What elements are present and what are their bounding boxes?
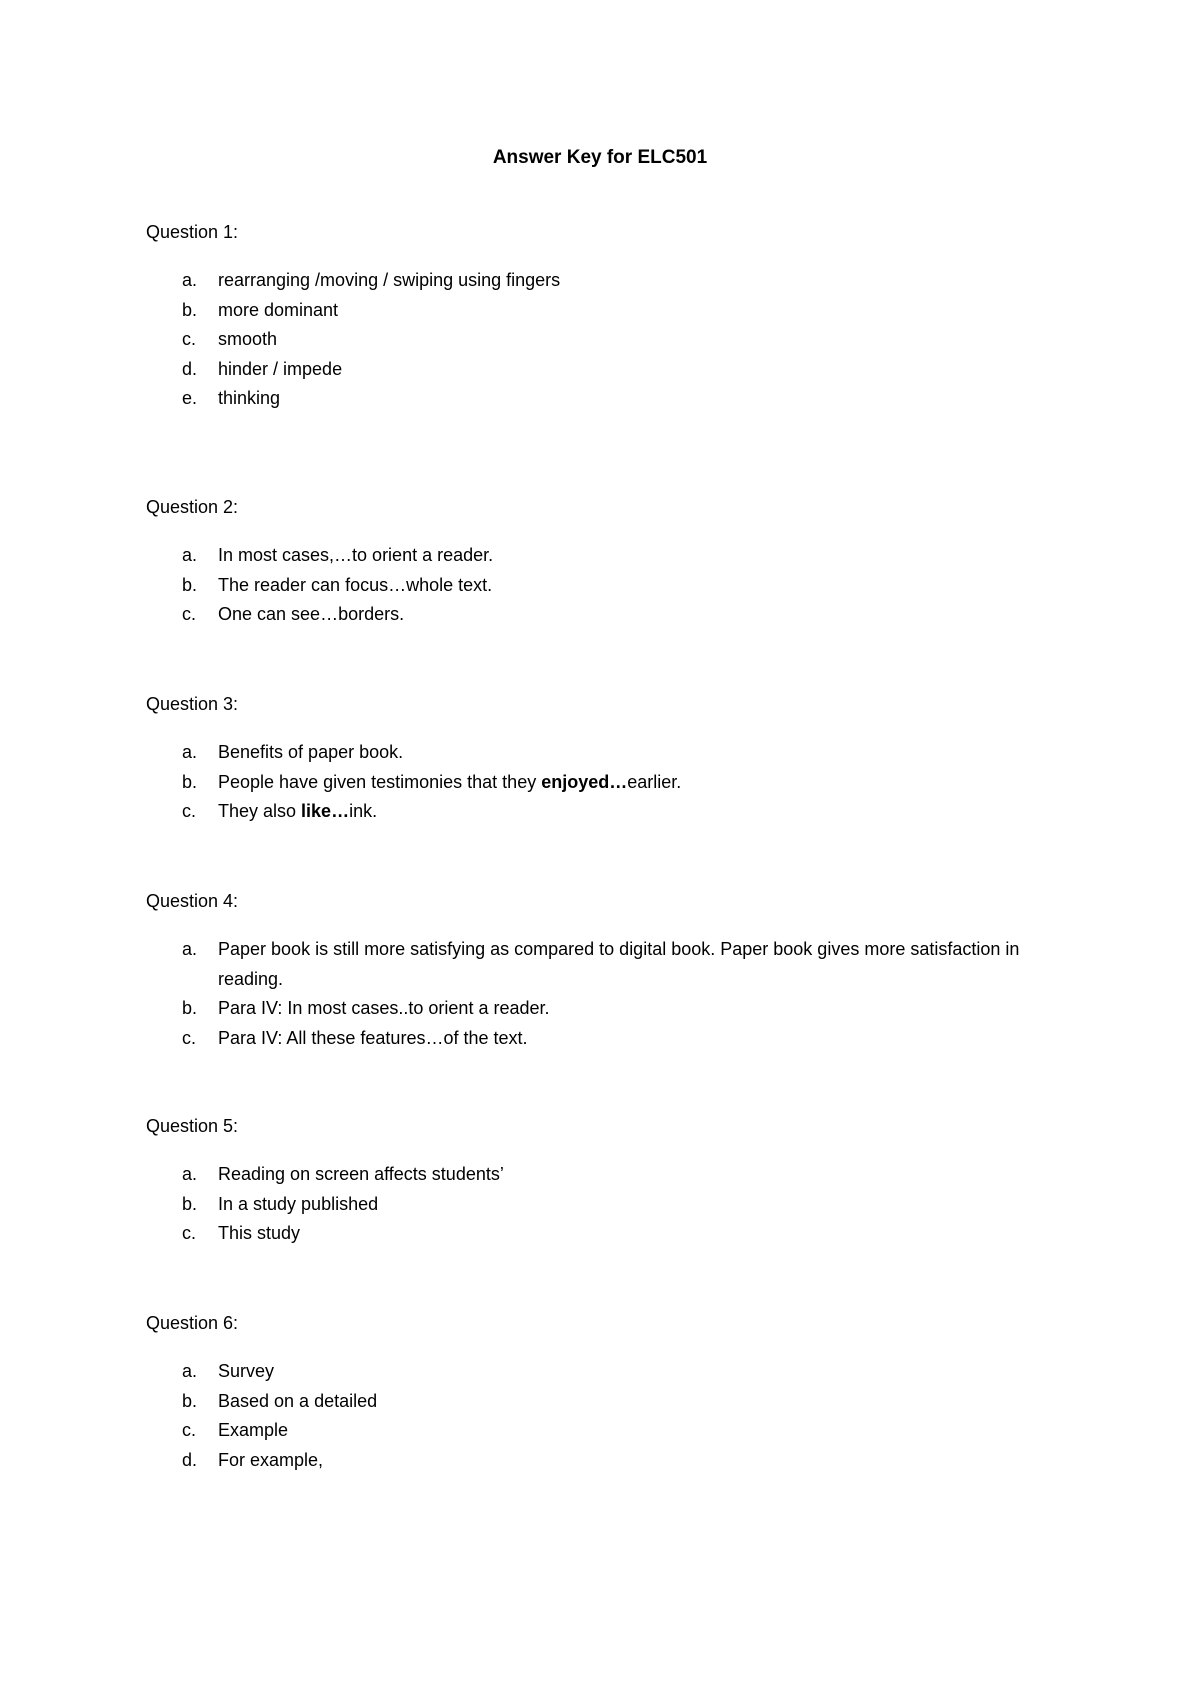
question-section-5 (146, 1114, 1026, 1249)
list-marker: d. (182, 358, 198, 379)
list-marker: e. (182, 388, 198, 408)
question-heading: Question 1: (146, 222, 239, 242)
list-item (146, 1416, 1026, 1446)
question-section-6 (146, 1311, 1026, 1475)
answer-text: Paper book is still more satisfying as compared to digital book. Paper book gives more satisfaction in reading. (218, 939, 1020, 989)
answer-text: This study (218, 1223, 301, 1243)
list-item (146, 355, 1026, 385)
list-item (146, 1219, 1026, 1249)
list-item (146, 768, 1026, 798)
list-item (146, 1024, 1026, 1054)
list-item (146, 1357, 1026, 1387)
answer-text (218, 768, 1026, 798)
answer-text: more dominant (218, 299, 339, 320)
answer-list (146, 935, 1026, 1053)
list-marker: b. (182, 771, 198, 792)
list-item (146, 1190, 1026, 1220)
answer-text: Reading on screen affects students’ (218, 1164, 504, 1184)
answer-list (146, 1357, 1026, 1475)
list-marker: a. (182, 1361, 198, 1381)
answer-text: The reader can focus…whole text. (218, 574, 493, 595)
list-item (146, 571, 1026, 601)
list-marker: c. (182, 329, 197, 349)
list-marker: a. (182, 270, 198, 290)
list-marker: c. (182, 801, 197, 821)
answer-text: smooth (218, 329, 278, 349)
answer-text-plain: earlier. (627, 771, 682, 792)
list-item (146, 738, 1026, 768)
list-marker: c. (182, 604, 197, 624)
answer-text: In most cases,…to orient a reader. (218, 545, 494, 565)
list-item (146, 1160, 1026, 1190)
question-section-3 (146, 692, 1026, 827)
answer-list (146, 738, 1026, 827)
answer-text: Para IV: All these features…of the text. (218, 1027, 528, 1048)
question-heading: Question 5: (146, 1116, 239, 1136)
question-heading: Question 4: (146, 891, 239, 911)
answer-text: Survey (218, 1361, 275, 1381)
answer-list (146, 1160, 1026, 1249)
answer-text: Para IV: In most cases..to orient a reader. (218, 998, 550, 1018)
answer-text: Example (218, 1420, 289, 1440)
question-heading: Question 2: (146, 497, 239, 517)
question-section-1 (146, 220, 1026, 414)
question-section-2 (146, 495, 1026, 630)
list-marker: a. (182, 545, 198, 565)
list-marker: a. (182, 742, 198, 762)
list-marker: b. (182, 1193, 198, 1214)
answer-text-bold: like… (301, 801, 350, 821)
answer-text-plain: They also (218, 801, 302, 821)
answer-text: For example, (218, 1449, 324, 1470)
list-item (146, 1446, 1026, 1476)
answer-text: Based on a detailed (218, 1390, 378, 1411)
list-item (146, 797, 1026, 827)
list-marker: b. (182, 998, 198, 1018)
list-marker: c. (182, 1223, 197, 1243)
question-section-4 (146, 889, 1026, 1053)
document-title: Answer Key for ELC501 (492, 147, 708, 168)
list-marker: c. (182, 1420, 197, 1440)
list-item (146, 266, 1026, 296)
list-marker: c. (182, 1027, 197, 1048)
list-marker: d. (182, 1449, 198, 1470)
list-item (146, 600, 1026, 630)
list-item (146, 994, 1026, 1024)
answer-list (146, 541, 1026, 630)
list-marker: a. (182, 1164, 198, 1184)
answer-text-plain: ink. (349, 801, 378, 821)
answer-text: One can see…borders. (218, 604, 405, 624)
answer-text-plain: People have given testimonies that they (218, 771, 542, 792)
list-item (146, 296, 1026, 326)
answer-text-bold: enjoyed… (541, 771, 628, 792)
list-item (146, 541, 1026, 571)
answer-text: Benefits of paper book. (218, 742, 404, 762)
list-item (146, 935, 1026, 994)
list-item (146, 325, 1026, 355)
list-marker: b. (182, 1390, 198, 1411)
answer-text: rearranging /moving / swiping using fingers (218, 270, 561, 290)
question-heading: Question 3: (146, 694, 239, 714)
answer-text (218, 797, 1026, 827)
answer-text: In a study published (218, 1193, 379, 1214)
list-marker: a. (182, 939, 198, 959)
list-marker: b. (182, 299, 198, 320)
answer-text: thinking (218, 388, 281, 408)
answer-list (146, 266, 1026, 414)
list-item (146, 1387, 1026, 1417)
list-marker: b. (182, 574, 198, 595)
answer-text: hinder / impede (218, 358, 343, 379)
list-item (146, 384, 1026, 414)
question-heading: Question 6: (146, 1313, 239, 1333)
